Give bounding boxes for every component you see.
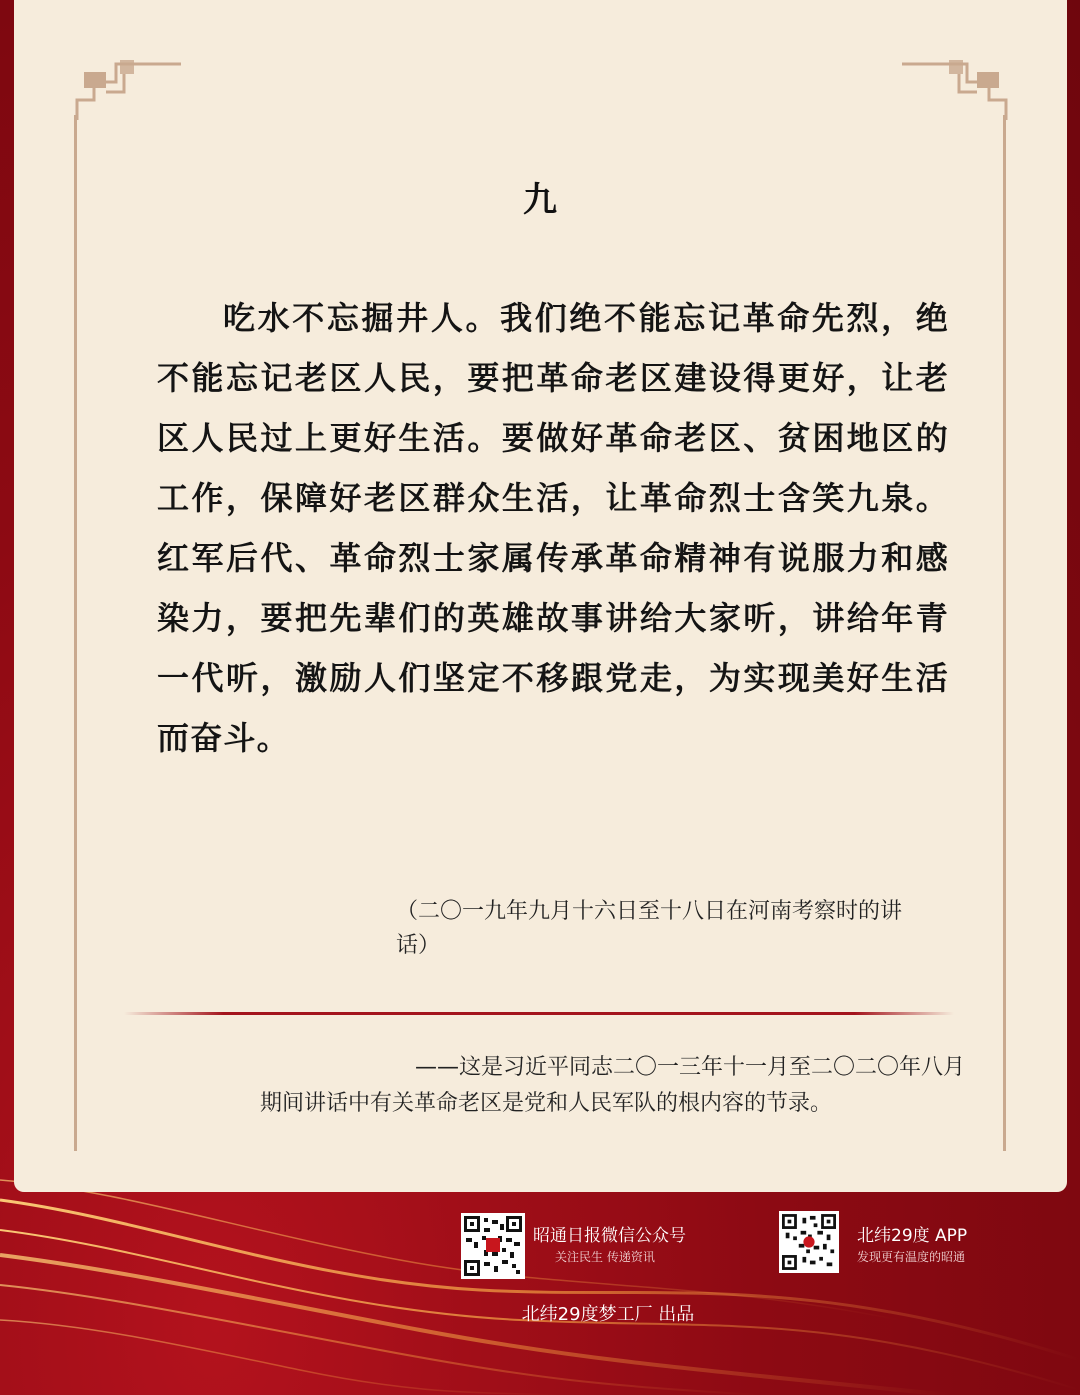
- excerpt-note-line-2: 期间讲话中有关革命老区是党和人民军队的根内容的节录。: [260, 1091, 833, 1116]
- frame-left-border: [74, 115, 77, 1151]
- qr-1-subtitle: 关注民生 传递资讯: [555, 1250, 655, 1264]
- excerpt-note: [250, 1050, 965, 1122]
- producer-credit-text: 北纬29度梦工厂 出品: [521, 1304, 695, 1325]
- frame-right-border: [1003, 115, 1006, 1151]
- corner-ornament-left: [74, 58, 184, 120]
- qr-code-icon[interactable]: [779, 1211, 839, 1273]
- qr-code-wechat-icon: [464, 1216, 522, 1276]
- section-divider: [124, 1012, 954, 1015]
- quote-source-citation: （二〇一九年九月十六日至十八日在河南考察时的讲话）: [396, 899, 903, 958]
- corner-ornament-right: [899, 58, 1009, 120]
- producer-credit: [0, 1300, 1080, 1326]
- qr-code-app-icon: [782, 1214, 836, 1270]
- qr-1-title: 昭通日报微信公众号: [533, 1226, 686, 1246]
- qr-2-subtitle: 发现更有温度的昭通: [857, 1250, 966, 1264]
- qr-2-title: 北纬29度 APP: [857, 1226, 968, 1246]
- decorative-light-streaks: [0, 1160, 1080, 1395]
- quote-body-paragraph: 吃水不忘掘井人。我们绝不能忘记革命先烈，绝不能忘记老区人民，要把革命老区建设得更好，让老区人民过上更好生活。要做好革命老区、贫困地区的工作，保障好老区群众生活，让革命烈士含笑九泉。红军后代、革命烈士家属传承革命精神有说服力和感染力，要把先辈们的英雄故事讲给大家听，讲给年青一代听，激励人们坚定不移跟党走，为实现美好生活而奋斗。: [157, 299, 949, 757]
- excerpt-note-line-1: ——这是习近平同志二〇一三年十一月至二〇二〇年八月: [414, 1055, 965, 1080]
- section-number-heading: 九: [523, 180, 557, 220]
- qr-code-icon[interactable]: [461, 1213, 525, 1279]
